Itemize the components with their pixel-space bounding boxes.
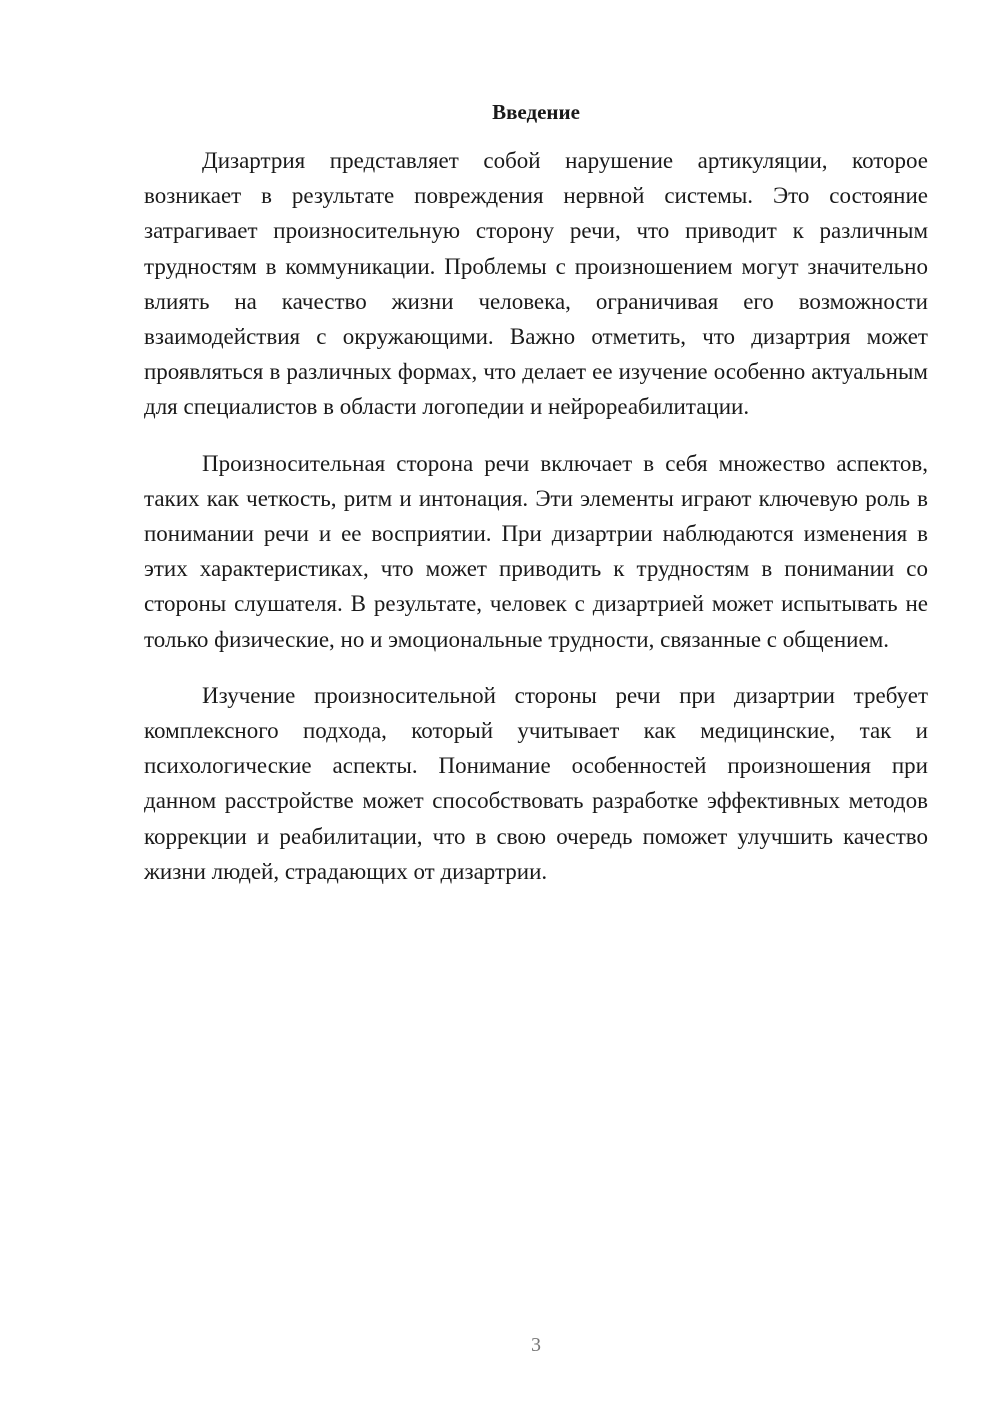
paragraph-1: Дизартрия представляет собой нарушение артикуляции, которое возникает в результате повреждения нервной системы. Это состояние затрагивает произносительную сторону речи, что приводит к различным трудностям в коммуникации. Проблемы с произношением могут значительно влиять на качество жизни человека, ограничивая его возможности взаимодействия с окружающими. Важно отметить, что дизартрия может проявляться в различных формах, что делает ее изучение особенно актуальным для специалистов в области логопедии и нейрореабилитации. <box>144 148 928 420</box>
document-body <box>144 143 928 910</box>
paragraph-2: Произносительная сторона речи включает в себя множество аспектов, таких как четкость, ритм и интонация. Эти элементы играют ключевую роль в понимании речи и ее восприятии. При дизартрии наблюдаются изменения в этих характеристиках, что может приводить к трудностям в понимании со стороны слушателя. В результате, человек с дизартрией может испытывать не только физические, но и эмоциональные трудности, связанные с общением. <box>144 450 928 652</box>
page-title: Введение <box>492 100 580 124</box>
page-number: 3 <box>531 1334 541 1356</box>
paragraph-3: Изучение произносительной стороны речи при дизартрии требует комплексного подхода, который учитывает как медицинские, так и психологические аспекты. Понимание особенностей произношения при данном расстройстве может способствовать разработке эффективных методов коррекции и реабилитации, что в свою очередь поможет улучшить качество жизни людей, страдающих от дизартрии. <box>144 682 928 884</box>
